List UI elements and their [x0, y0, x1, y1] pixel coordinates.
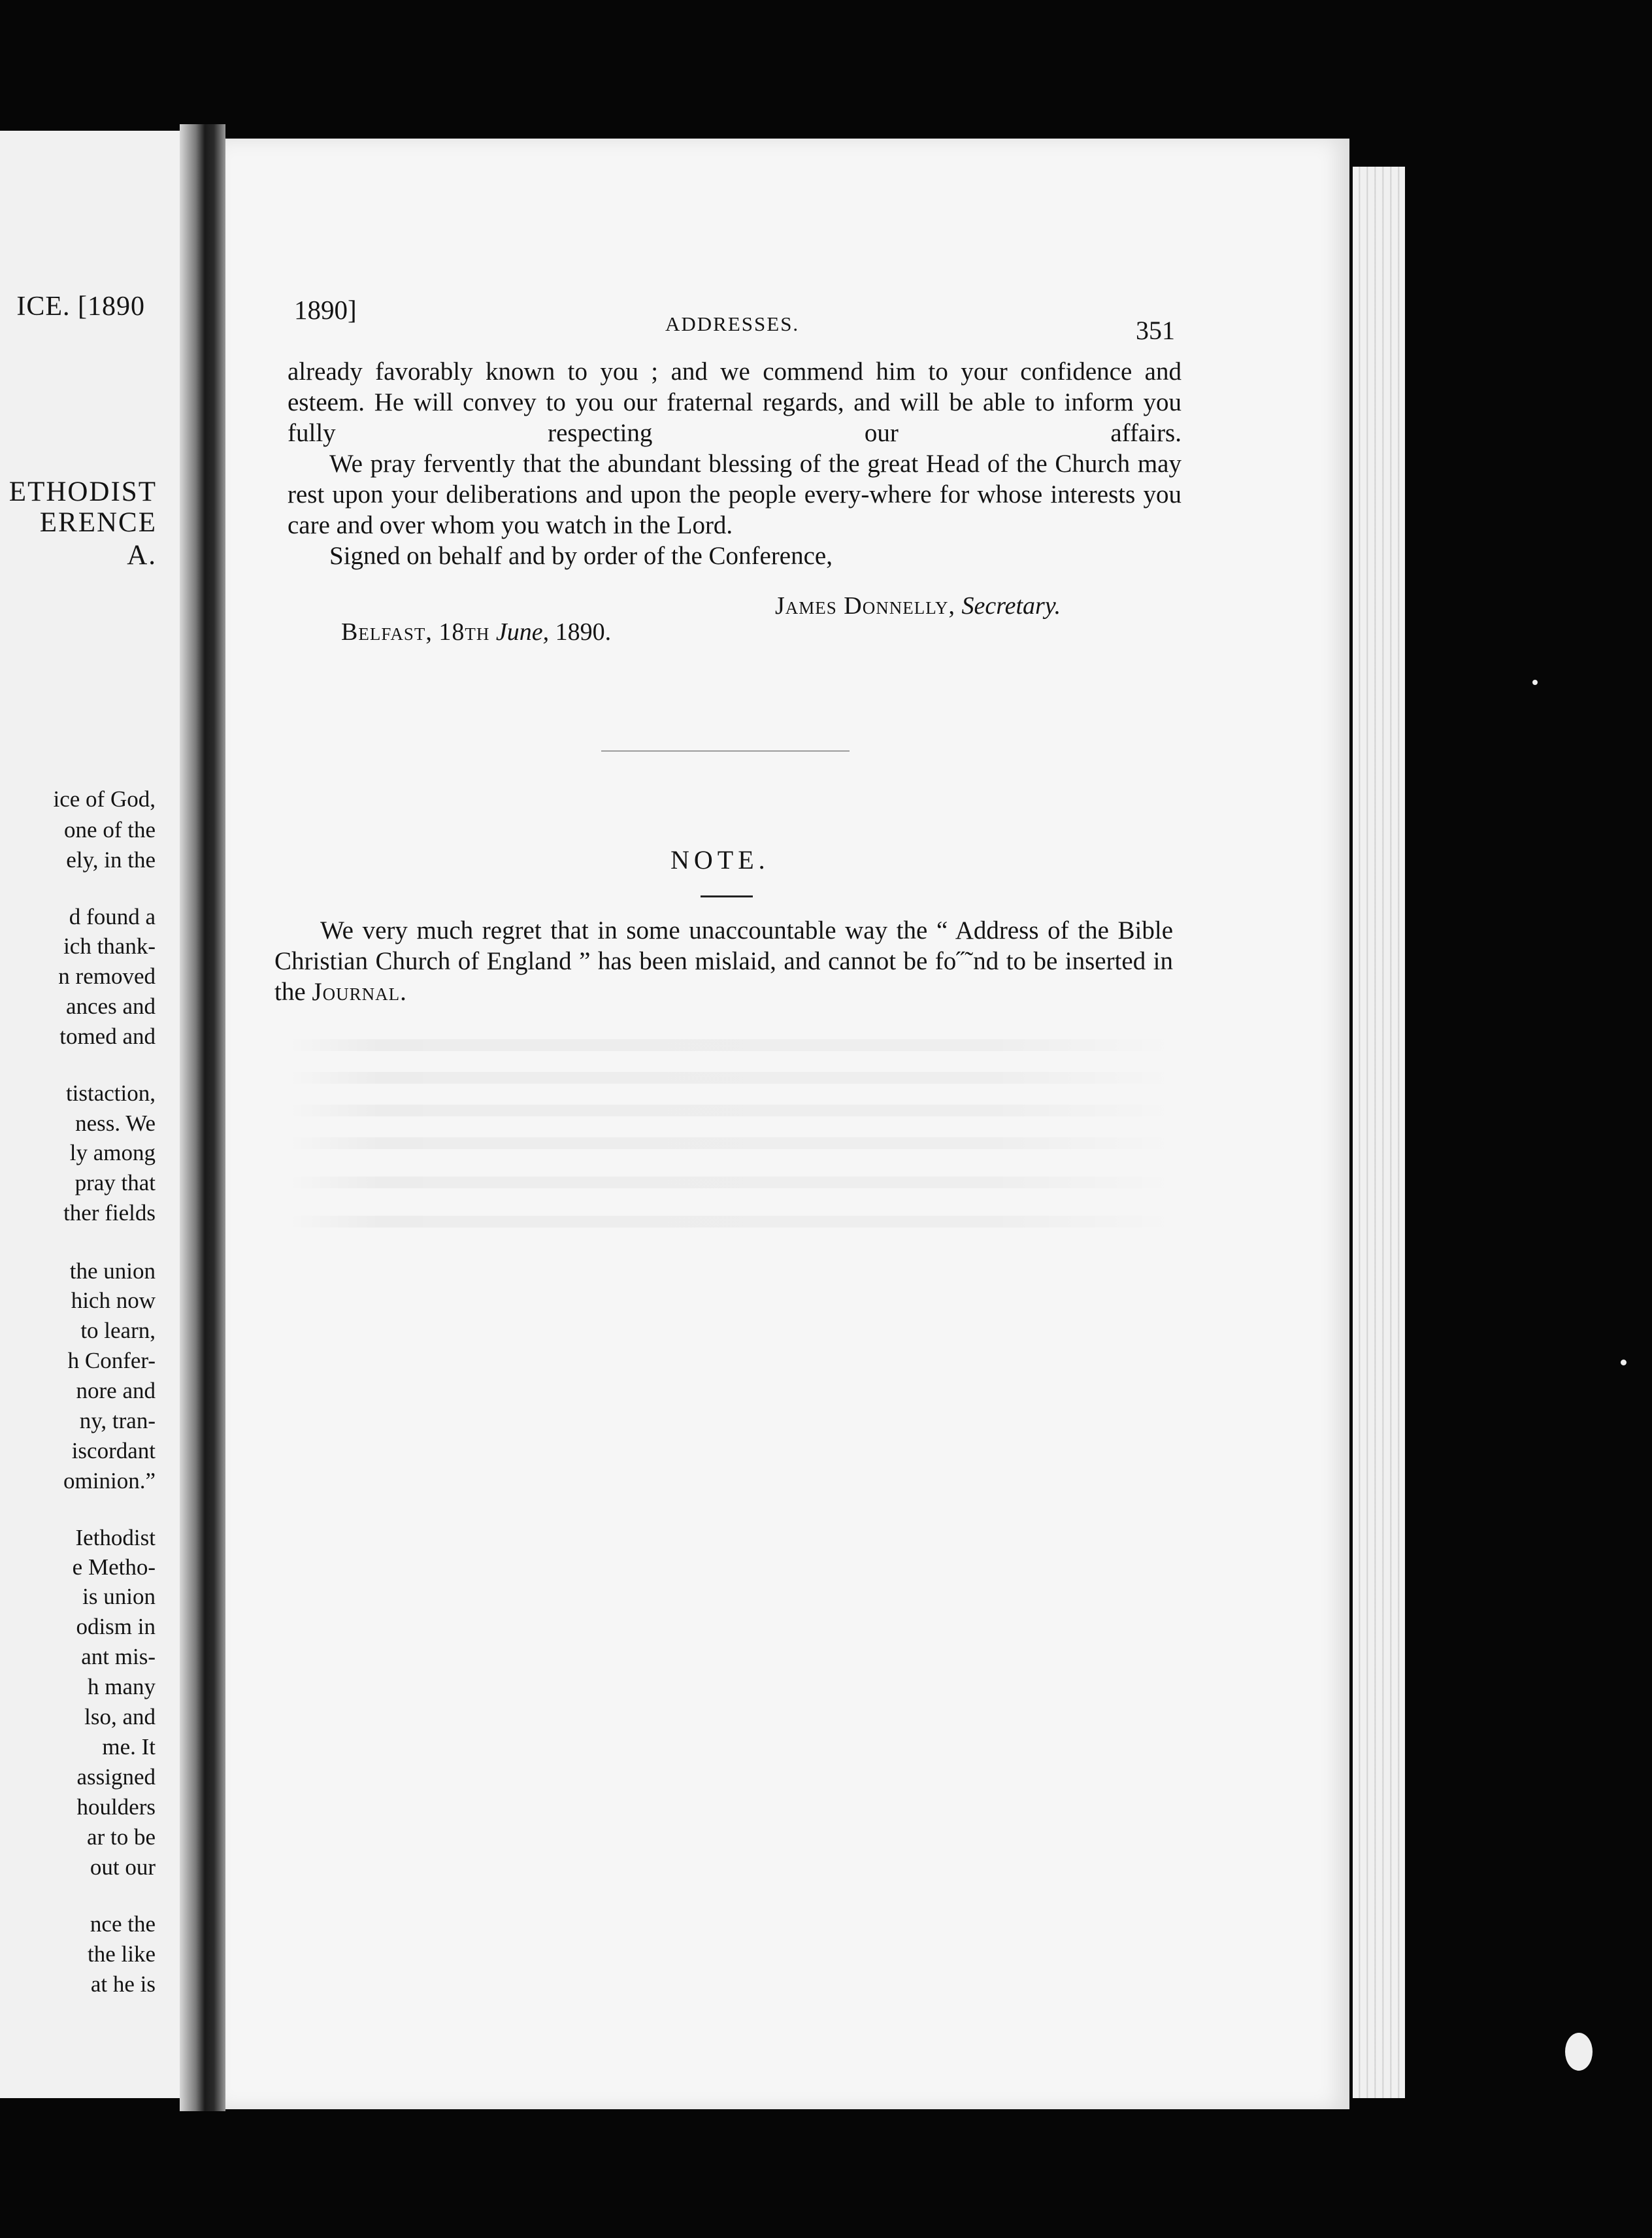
dust-speck [1565, 2033, 1593, 2071]
left-text-line: e Metho- [72, 1554, 156, 1580]
left-text-line: h many [87, 1674, 156, 1699]
left-text-line: ice of God, [53, 786, 156, 812]
dateline [341, 618, 611, 646]
left-text-line: ness. We [75, 1111, 156, 1136]
left-text-line: ly among [69, 1140, 156, 1165]
signature [775, 592, 1061, 620]
left-text-line: out our [90, 1854, 156, 1880]
left-title-line: ETHODIST [8, 476, 157, 507]
left-text-line: tomed and [59, 1024, 156, 1049]
left-text-line: odism in [76, 1614, 156, 1639]
bleed-through-line [288, 1072, 1176, 1084]
page-number: 351 [1136, 316, 1175, 345]
note-text [274, 915, 1173, 1007]
running-head-title: ADDRESSES. [665, 312, 800, 335]
paragraph: We pray fervently that the abundant blessing of the great Head of the Church may rest upon your deliberations and upon the people every-where for whose interests you care and over whom you watch in the Lord. [288, 450, 1181, 539]
left-text-line: to learn, [80, 1318, 156, 1343]
left-text-line: lso, and [84, 1704, 156, 1729]
dateline-day: 18th [438, 618, 490, 646]
running-head-year: 1890] [294, 295, 357, 325]
signatory-title: Secretary. [961, 592, 1061, 620]
left-text-line: houlders [76, 1794, 156, 1820]
page-edges [1353, 167, 1405, 2098]
dateline-year: 1890. [555, 618, 612, 646]
left-text-line: ny, tran- [79, 1408, 156, 1433]
left-text-line: d found a [69, 904, 156, 929]
left-text-line: ominion.” [63, 1468, 156, 1494]
left-text-line: tistaction, [65, 1080, 156, 1106]
signatory-name: James Donnelly, [775, 592, 956, 620]
bleed-through-line [288, 1039, 1176, 1051]
bleed-through-line [288, 1137, 1176, 1149]
left-text-line: nore and [76, 1378, 156, 1403]
note-rule [701, 895, 753, 897]
dust-speck [1621, 1360, 1627, 1365]
left-text-line: ther fields [63, 1200, 156, 1226]
left-text-line: at he is [90, 1971, 156, 1997]
left-facing-page [0, 131, 196, 2098]
section-divider [601, 750, 850, 752]
left-text-line: pray that [74, 1170, 156, 1195]
bleed-through-line [288, 1177, 1176, 1188]
left-title-line: ERENCE [39, 507, 157, 538]
left-text-line: me. It [102, 1734, 156, 1760]
left-text-line: h Confer- [67, 1348, 156, 1373]
journal-word: Journal. [312, 978, 407, 1006]
left-text-line: assigned [76, 1764, 156, 1790]
note-heading: NOTE. [670, 845, 770, 875]
left-text-line: nce the [90, 1911, 156, 1937]
left-title-line: A. [127, 540, 157, 571]
dust-speck [1532, 680, 1538, 685]
left-text-line: ely, in the [66, 847, 156, 873]
note-body: We very much regret that in some unaccountable way the “ Address of the Bible Christian Church of England ” has been mislaid, and cannot be fo˝˜nd to be inserted in the [274, 916, 1173, 1006]
book-gutter [180, 124, 225, 2111]
left-text-line: ances and [65, 994, 156, 1019]
left-text-line: the union [69, 1258, 156, 1284]
left-text-line: iscordant [71, 1438, 156, 1463]
left-running-head: ICE. [1890 [16, 292, 145, 322]
left-text-line: ich thank- [63, 933, 156, 959]
left-text-line: hich now [71, 1288, 156, 1313]
left-text-line: Iethodist [75, 1525, 156, 1550]
bleed-through-line [288, 1105, 1176, 1116]
left-text-line: ant mis- [81, 1644, 156, 1669]
dateline-place: Belfast, [341, 618, 433, 646]
letter-body [288, 356, 1181, 571]
dateline-month: June, [495, 618, 550, 646]
left-text-line: n removed [58, 963, 156, 989]
left-text-line: is union [82, 1584, 156, 1609]
paragraph: already favorably known to you ; and we commend him to your confidence and esteem. He will convey to you our fraternal regards, and will be able to inform you fully respecting our affairs. [288, 358, 1181, 447]
left-text-line: ar to be [87, 1824, 156, 1850]
left-text-line: the like [88, 1941, 156, 1967]
paragraph: Signed on behalf and by order of the Conference, [329, 542, 833, 570]
bleed-through-line [288, 1216, 1176, 1228]
left-text-line: one of the [64, 817, 156, 843]
